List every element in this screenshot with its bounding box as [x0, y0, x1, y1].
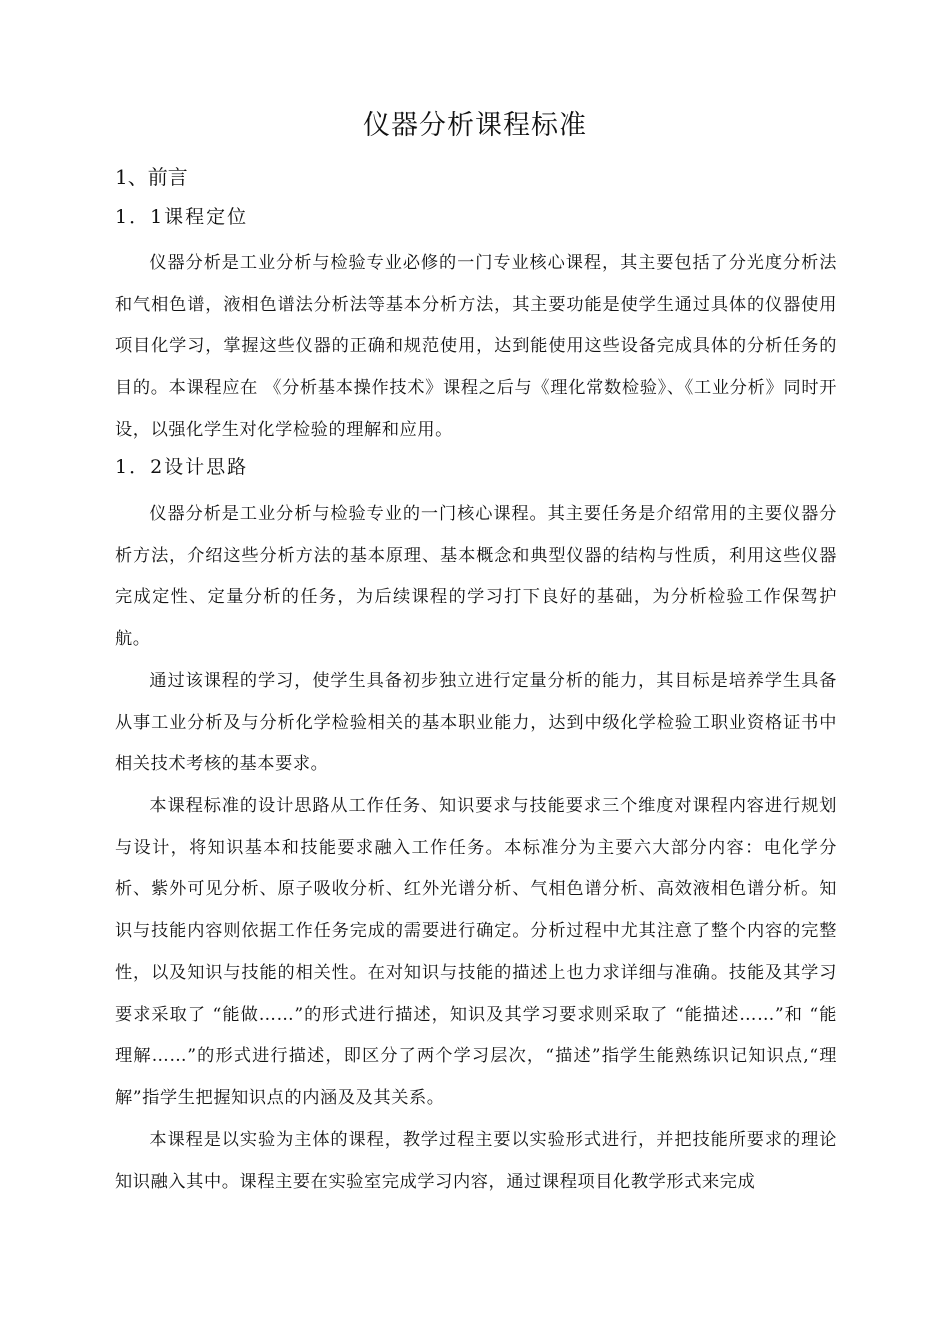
- paragraph-design-4: 本课程是以实验为主体的课程，教学过程主要以实验形式进行，并把技能所要求的理论知识融入其中。课程主要在实验室完成学习内容，通过课程项目化教学形式来完成: [115, 1130, 837, 1192]
- section-heading-preface: 1、前言: [115, 165, 188, 189]
- paragraph-course-positioning: 仪器分析是工业分析与检验专业必修的一门专业核心课程，其主要包括了分光度分析法和气相色谱，液相色谱法分析法等基本分析方法，其主要功能是使学生通过具体的仪器使用项目化学习，掌握这些仪器的正确和规范使用，达到能使用这些设备完成具体的分析任务的目的。本课程应在 《分析基本操作技术》课程之后与《理化常数检验》、《工业分析》同时开设，以强化学生对化学检验的理解和应用。: [115, 253, 837, 440]
- paragraph-design-3: 本课程标准的设计思路从工作任务、知识要求与技能要求三个维度对课程内容进行规划与设计，将知识基本和技能要求融入工作任务。本标准分为主要六大部分内容：电化学分析、紫外可见分析、原子吸收分析、红外光谱分析、气相色谱分析、高效液相色谱分析。知识与技能内容则依据工作任务完成的需要进行确定。分析过程中尤其注意了整个内容的完整性，以及知识与技能的相关性。在对知识与技能的描述上也力求详细与准确。技能及其学习要求采取了 “能做……”的形式进行描述，知识及其学习要求则采取了 “能描述……”和 “能理解……”的形式进行描述，即区分了两个学习层次，“描述”指学生能熟练识记知识点,“理解”指学生把握知识点的内涵及及其关系。: [115, 796, 837, 1108]
- subsection-heading-design-approach: 1．2设计思路: [115, 456, 249, 478]
- subsection-heading-course-positioning: 1．1课程定位: [115, 206, 249, 228]
- document-title: 仪器分析课程标准: [363, 110, 587, 141]
- paragraph-design-1: 仪器分析是工业分析与检验专业的一门核心课程。其主要任务是介绍常用的主要仪器分析方法，介绍这些分析方法的基本原理、基本概念和典型仪器的结构与性质，利用这些仪器完成定性、定量分析的任务，为后续课程的学习打下良好的基础，为分析检验工作保驾护航。: [115, 504, 837, 650]
- paragraph-design-2: 通过该课程的学习，使学生具备初步独立进行定量分析的能力，其目标是培养学生具备从事工业分析及与分析化学检验相关的基本职业能力，达到中级化学检验工职业资格证书中相关技术考核的基本要求。: [115, 671, 837, 775]
